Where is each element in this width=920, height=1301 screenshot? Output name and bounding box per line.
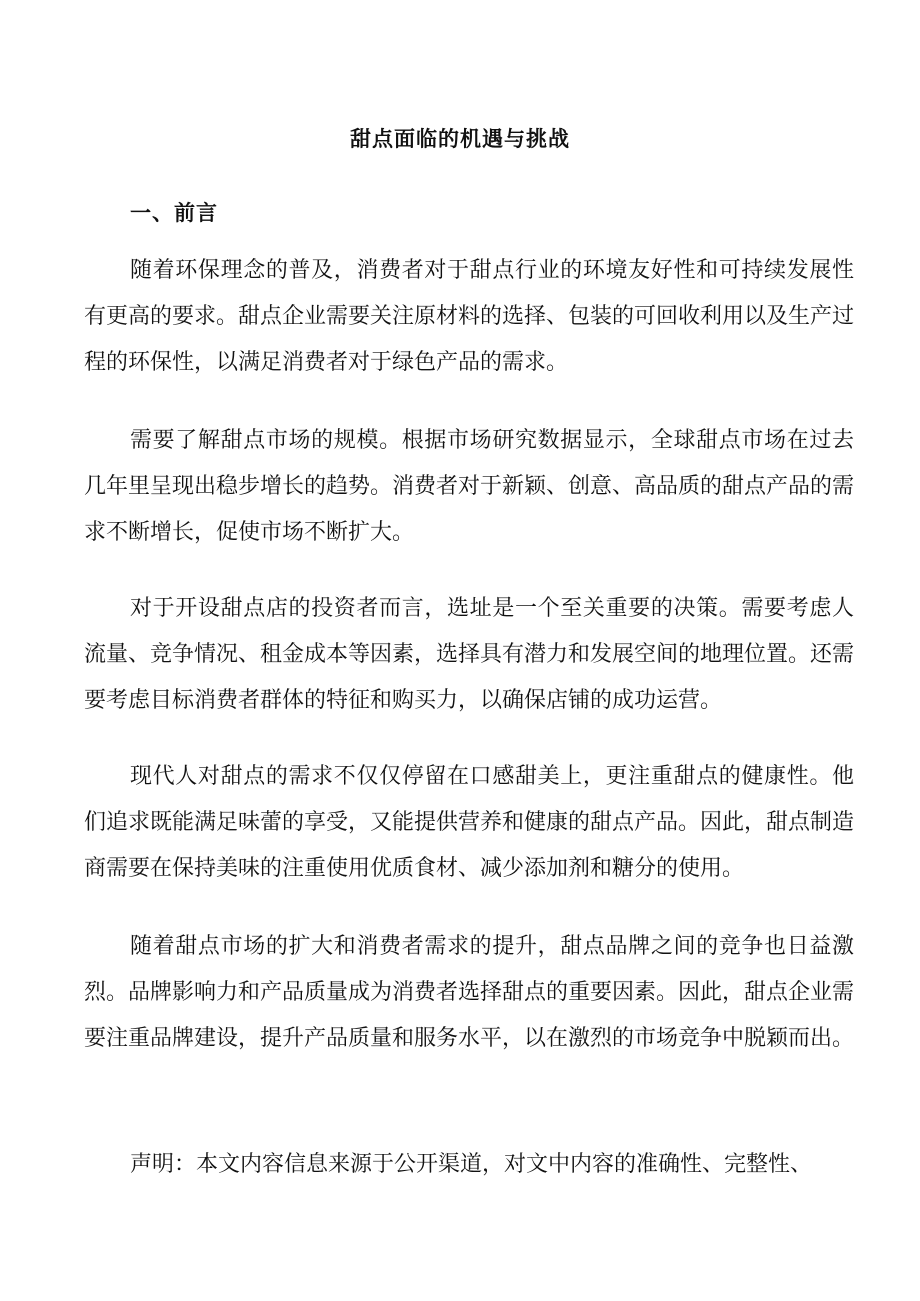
paragraph: 对于开设甜点店的投资者而言，选址是一个至关重要的决策。需要考虑人流量、竞争情况、租金成本等因素，选择具有潜力和发展空间的地理位置。还需要考虑目标消费者群体的特征和购买力，以确保店铺的成功运营。	[84, 596, 855, 713]
paragraph: 随着甜点市场的扩大和消费者需求的提升，甜点品牌之间的竞争也日益激烈。品牌影响力和产品质量成为消费者选择甜点的重要因素。因此，甜点企业需要注重品牌建设，提升产品质量和服务水平，以在激烈的市场竞争中脱颖而出。	[84, 934, 855, 1051]
document-title: 甜点面临的机遇与挑战	[350, 127, 570, 151]
disclaimer-paragraph: 声明：本文内容信息来源于公开渠道，对文中内容的准确性、完整性、	[130, 1152, 813, 1177]
paragraph: 现代人对甜点的需求不仅仅停留在口感甜美上，更注重甜点的健康性。他们追求既能满足味蕾的享受，又能提供营养和健康的甜点产品。因此，甜点制造商需要在保持美味的注重使用优质食材、减少添加剂和糖分的使用。	[84, 764, 855, 881]
section-heading: 一、前言	[130, 201, 218, 225]
paragraph: 需要了解甜点市场的规模。根据市场研究数据显示，全球甜点市场在过去几年里呈现出稳步增长的趋势。消费者对于新颖、创意、高品质的甜点产品的需求不断增长，促使市场不断扩大。	[84, 428, 855, 545]
paragraph: 随着环保理念的普及，消费者对于甜点行业的环境友好性和可持续发展性有更高的要求。甜点企业需要关注原材料的选择、包装的可回收利用以及生产过程的环保性，以满足消费者对于绿色产品的需求。	[84, 258, 855, 375]
